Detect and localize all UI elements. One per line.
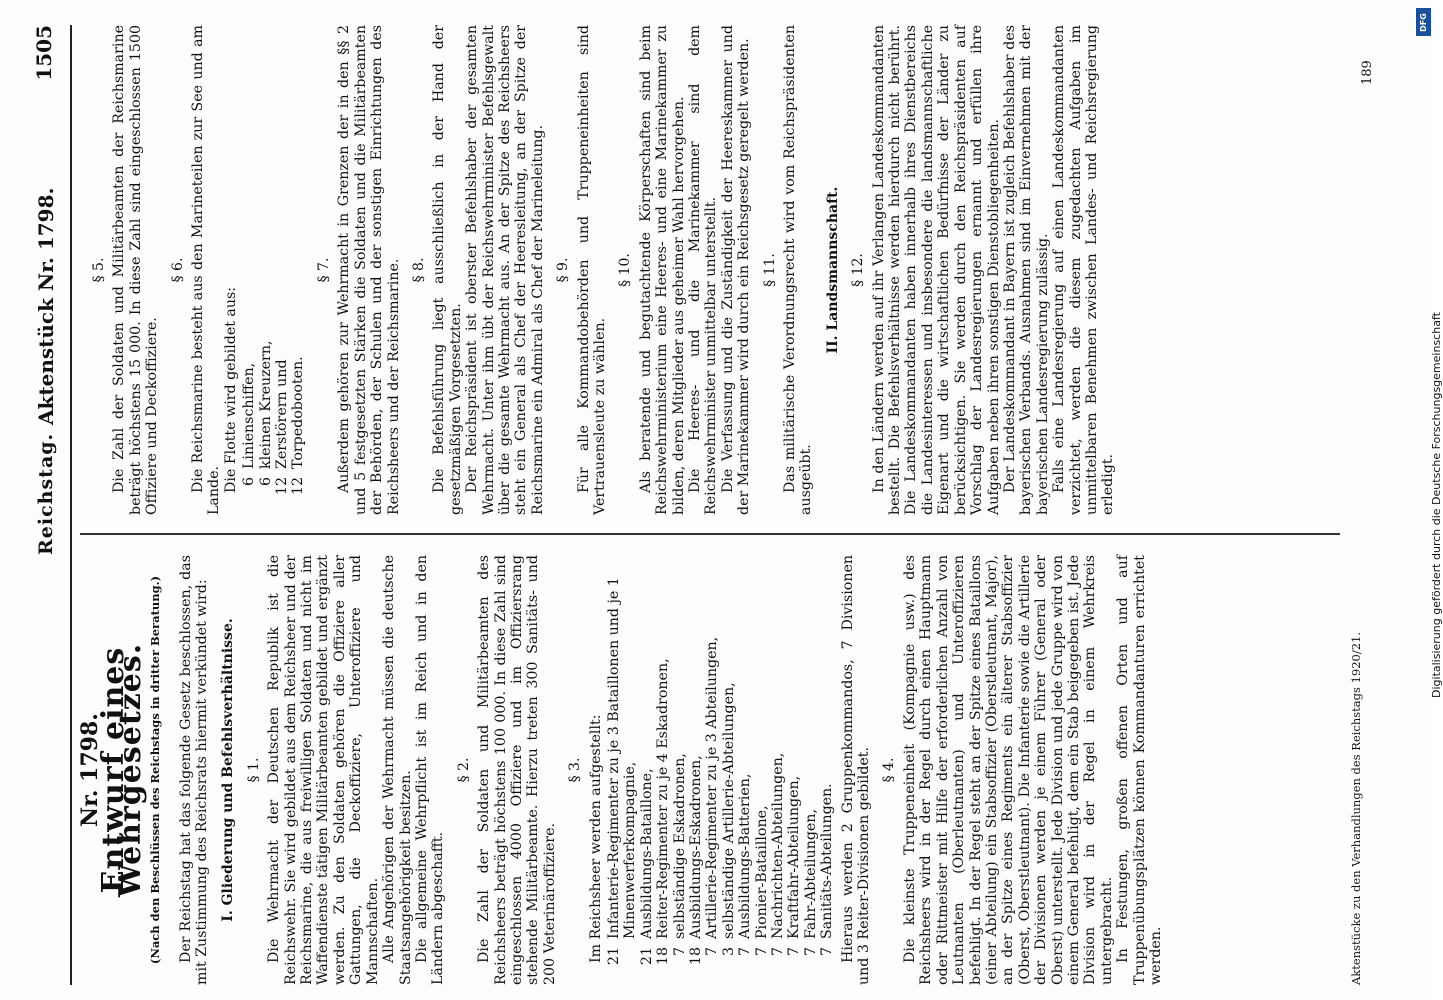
paragraph-2: Die Zahl der Soldaten und Militärbeamten des Reichsheers beträgt höchstens 100 000. In diese Zahl sind eingeschlossen 4000 Offiziere und im Offiziersrang stehende Militärbeamte. Hierzu treten 300 Sanitäts- und 200 Veterinäroffiziere. bbox=[476, 555, 558, 985]
list-item-text: Linienschiffen, bbox=[241, 362, 258, 469]
list-item-count: 6 bbox=[257, 477, 274, 487]
list-item bbox=[688, 555, 704, 985]
list-item bbox=[770, 555, 786, 985]
list-item-text: Ausbildungs-Eskadronen, bbox=[688, 755, 704, 939]
paragraph-4b: In Festungen, großen offenen Orten und auf Truppenübungsplätzen können Kommandanturen errichtet werden. bbox=[1115, 555, 1164, 985]
list-item bbox=[672, 555, 688, 985]
list-item bbox=[786, 555, 802, 985]
paragraph-4a: Die kleinste Truppeneinheit (Kompagnie usw.) des Reichsheers wird in der Regel durch einen Hauptmann oder Rittmeister mit Hilfe der erforderlichen Anzahl von Leutnanten (Oberleutnanten) und Unteroffizieren befehligt. In der Regel steht an der Spitze eines Bataillons (einer Abteilung) ein Stabsoffizier (Oberstleutnant, Major), an der Spitze eines Regiments ein älterer Stabsoffizier (Oberst, Oberstleutnant). Die Infanterie sowie die Artillerie der Divisionen werden je einem Führer (General oder Oberst) unterstellt. Jede Division und jede Gruppe wird von einem General befehligt, dem ein Stab beigegeben ist. Jede Division wird in der Regel in einem Wehrkreis untergebracht. bbox=[901, 555, 1115, 985]
list-item-text: Fahr-Abteilungen, bbox=[802, 809, 819, 939]
paragraph-10c: Die Verfassung und die Zuständigkeit der Heereskammer und der Marinekammer wird durch ein Reichsgesetz geregelt werden. bbox=[719, 25, 753, 515]
paragraph-12c: Falls eine Landesregierung auf einen Landeskommandanten verzichtet, werden die diesem zugedachten Aufgaben im unmittelbaren Benehmen zwischen Landes- und Reichsregierung erledigt. bbox=[1051, 25, 1117, 515]
list-item-text: kleinen Kreuzern, bbox=[257, 340, 274, 469]
list-item bbox=[721, 555, 737, 985]
page-footer-source: Aktenstücke zu den Verhandlungen des Reichstags 1920/21. bbox=[1349, 631, 1363, 985]
list-item-count: 7 bbox=[802, 947, 819, 957]
list-item-count: 7 bbox=[704, 947, 721, 957]
list-item-text: Ausbildungs-Batterien, bbox=[737, 773, 754, 939]
list-item-text: Torpedobooten. bbox=[290, 356, 307, 469]
paragraph-3-outro: Hieraus werden 2 Gruppenkommandos, 7 Divisionen und 3 Reiter-Divisionen gebildet. bbox=[839, 555, 873, 985]
right-column bbox=[82, 25, 1332, 515]
paragraph-9: Für alle Kommandobehörden und Truppeneinheiten sind Vertrauensleute zu wählen. bbox=[575, 25, 608, 515]
list-item-count: 7 bbox=[671, 947, 688, 957]
list-item-count: 18 bbox=[655, 947, 672, 966]
paragraph-8-label: § 8. bbox=[410, 257, 427, 283]
list-item bbox=[803, 555, 819, 985]
digitization-credit-text: Digitalisierung gefördert durch die Deutsche Forschungsgemeinschaft bbox=[1430, 312, 1443, 698]
paragraph-8b: Der Reichspräsident ist oberster Befehlshaber der gesamten Wehrmacht. Unter ihm übt der Reichswehrminister Befehlsgewalt über die gesamte Wehrmacht aus. An der Spitze des Reichsheers steht ein General als Chef der Heeresleitung, an der Spitze der Reichsmarine ein Admiral als Chef der Marineleitung. bbox=[464, 25, 546, 515]
document-subtitle: (Nach den Beschlüssen des Reichstags in dritter Beratung.) bbox=[148, 575, 163, 965]
paragraph-7-label: § 7. bbox=[315, 257, 332, 283]
list-item-count: 7 bbox=[770, 947, 787, 957]
list-item-text: Sanitäts-Abteilungen. bbox=[819, 783, 836, 939]
list-item-text: Reiter-Regimenter zu je 4 Eskadronen, bbox=[655, 658, 672, 939]
list-item bbox=[819, 555, 835, 985]
list-item-count: 7 bbox=[737, 947, 754, 957]
list-item-text: Infanterie-Regimenter zu je 3 Bataillonen und je 1 Minenwerferkompagnie, bbox=[605, 577, 639, 939]
list-item bbox=[754, 555, 770, 985]
list-item bbox=[737, 555, 753, 985]
list-item-count: 21 bbox=[638, 947, 655, 966]
list-item-count: 18 bbox=[688, 947, 704, 966]
paragraph-10a: Als beratende und begutachtende Körperschaften sind beim Reichswehrministerium eine Heeres- und eine Marinekammer zu bilden, deren Mitglieder aus geheimer Wahl hervorgehen. bbox=[637, 25, 687, 515]
list-item-count: 7 bbox=[753, 947, 770, 957]
list-item-count: 12 bbox=[274, 477, 291, 496]
list-item bbox=[606, 555, 639, 985]
list-item-count: 21 bbox=[605, 947, 622, 966]
list-item-count: 6 bbox=[241, 477, 258, 487]
list-item-text: Zerstörern und bbox=[274, 359, 291, 469]
header-page-number: 1505 bbox=[32, 25, 56, 81]
list-item-text: selbständige Eskadronen, bbox=[671, 753, 688, 939]
paragraph-11-label: § 11. bbox=[761, 253, 778, 287]
paragraph-6-label: § 6. bbox=[169, 257, 186, 283]
paragraph-12b: Der Landeskommandant in Bayern ist zugleich Befehlshaber des bayerischen Verbands. Ausnahmen sind im Einvernehmen mit der bayerischen Landesregierung zulässig. bbox=[1001, 25, 1051, 515]
left-column bbox=[77, 555, 1332, 985]
intro-paragraph: Der Reichstag hat das folgende Gesetz beschlossen, das mit Zustimmung des Reichsrats hiermit verkündet wird: bbox=[177, 555, 211, 985]
paragraph-11: Das militärische Verordnungsrecht wird vom Reichspräsidenten ausgeübt. bbox=[782, 25, 815, 515]
paragraph-10-label: § 10. bbox=[617, 253, 634, 287]
list-item-text: Artillerie-Regimenter zu je 3 Abteilungen, bbox=[704, 636, 721, 939]
paragraph-12-label: § 12. bbox=[850, 253, 867, 287]
list-item-text: Kraftfahr-Abteilungen, bbox=[786, 775, 803, 939]
paragraph-3-label: § 3. bbox=[567, 757, 584, 783]
list-item bbox=[290, 25, 306, 515]
page-header bbox=[30, 25, 70, 985]
list-item bbox=[655, 555, 671, 985]
paragraph-1b: Alle Angehörigen der Wehrmacht müssen die deutsche Staatsangehörigkeit besitzen. bbox=[381, 555, 414, 985]
list-item bbox=[258, 25, 274, 515]
paragraph-10b: Die Heeres- und die Marinekammer sind dem Reichswehrminister unmittelbar unterstellt. bbox=[687, 25, 720, 515]
list-item-text: Nachrichten-Abteilungen, bbox=[770, 752, 787, 939]
paragraph-3-intro: Im Reichsheer werden aufgestellt: bbox=[587, 714, 604, 963]
section-heading-2: II. Landsmannschaft. bbox=[824, 186, 841, 354]
list-item bbox=[274, 25, 290, 515]
document-title: Entwurf eines Wehrgesetzes. bbox=[96, 642, 148, 898]
paragraph-12a: In den Ländern werden auf ihr Verlangen Landeskommandanten bestellt. Die Befehlsverhältnisse werden hierdurch nicht berührt. Die Landeskommandanten haben innerhalb ihres Dienstbereichs die Landesinteressen und insbesondere die landsmannschaftliche Eigenart und die wirtschaftlichen Bedürfnisse der Länder zu berücksichtigen. Sie werden durch den Reichspräsidenten auf Vorschlag der Landesregierungen ernannt und erfüllen ihre Aufgaben neben ihren sonstigen Dienstobliegenheiten. bbox=[870, 25, 1002, 515]
paragraph-2-label: § 2. bbox=[455, 757, 472, 783]
paragraph-6b: Die Flotte wird gebildet aus: bbox=[222, 286, 239, 493]
paragraph-9-label: § 9. bbox=[555, 257, 572, 283]
list-item-text: selbständige Artillerie-Abteilungen, bbox=[720, 682, 737, 939]
list-item-text: Ausbildungs-Bataillone, bbox=[638, 768, 655, 939]
fleet-list bbox=[241, 25, 307, 515]
paragraph-5-label: § 5. bbox=[91, 257, 107, 283]
digitization-credit bbox=[1410, 8, 1443, 708]
list-item bbox=[639, 555, 655, 985]
paragraph-1c: Die allgemeine Wehrpflicht ist im Reich und in den Ländern abgeschafft. bbox=[413, 555, 447, 985]
list-item-count: 12 bbox=[290, 477, 307, 496]
rotated-document-page bbox=[30, 25, 1400, 985]
header-rule bbox=[70, 25, 72, 985]
dfg-logo-text: DFG bbox=[1419, 12, 1429, 32]
list-item bbox=[704, 555, 720, 985]
list-item-count: 7 bbox=[819, 947, 836, 957]
column-divider bbox=[80, 534, 1340, 536]
header-left: Reichstag. bbox=[35, 432, 57, 555]
paragraph-5: Die Zahl der Soldaten und Militärbeamten der Reichsmarine beträgt höchstens 15 000. In diese Zahl sind eingeschlossen 1500 Offiziere und Deckoffiziere. bbox=[111, 25, 161, 515]
page-footer-number: 189 bbox=[1360, 60, 1375, 85]
list-item-count: 7 bbox=[786, 947, 803, 957]
list-item-count: 3 bbox=[720, 947, 737, 957]
paragraph-6a: Die Reichsmarine besteht aus den Marineteilen zur See und am Lande. bbox=[190, 25, 223, 515]
list-item bbox=[241, 25, 257, 515]
paragraph-1-label: § 1. bbox=[245, 757, 262, 783]
paragraph-8a: Die Befehlsführung liegt ausschließlich in der Hand der gesetzmäßigen Vorgesetzten. bbox=[431, 25, 464, 515]
section-heading-1: I. Gliederung und Befehlsverhältnisse. bbox=[220, 618, 237, 922]
header-document-number: Aktenstück Nr. 1798. bbox=[34, 187, 58, 425]
unit-list bbox=[606, 555, 836, 985]
document-number: Nr. 1798. bbox=[77, 713, 103, 827]
paragraph-7: Außerdem gehören zur Wehrmacht in Grenzen der in den §§ 2 und 5 festgesetzten Stärken die Soldaten und die Militärbeamten der Behörden, der Schulen und der sonstigen Einrichtungen des Reichsheers und der Reichsmarine. bbox=[336, 25, 402, 515]
paragraph-1a: Die Wehrmacht der Deutschen Republik ist die Reichswehr. Sie wird gebildet aus dem Reichsheer und der Reichsmarine, die aus freiwilligen Soldaten und nicht im Waffendienste tätigen Militärbeamten gebildet und ergänzt werden. Zu den Soldaten gehören die Offiziere aller Gattungen, die Deckoffiziere, Unteroffiziere und Mannschaften. bbox=[266, 555, 381, 985]
paragraph-4-label: § 4. bbox=[881, 757, 898, 783]
list-item-text: Pionier-Bataillone, bbox=[753, 805, 770, 939]
